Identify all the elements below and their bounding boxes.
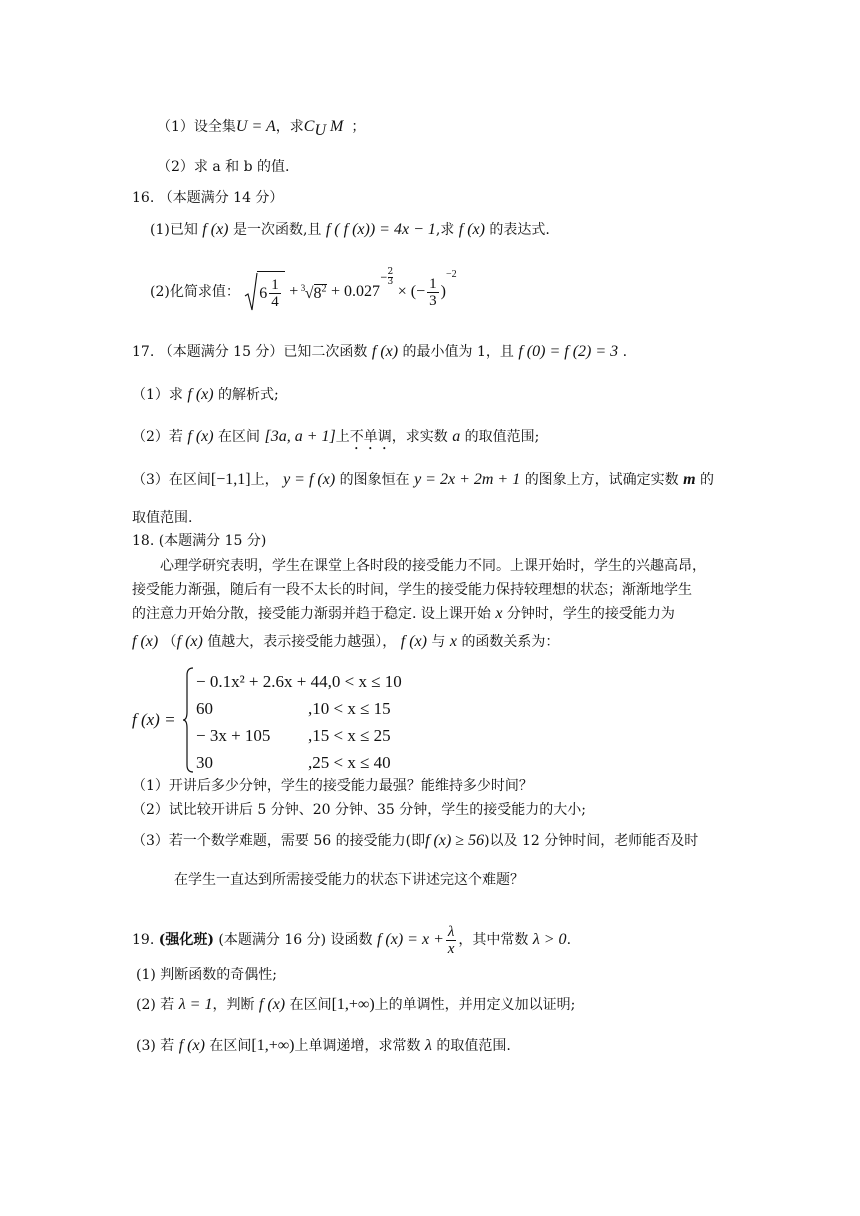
q16-p2-label: (2)化简求值： xyxy=(150,284,240,301)
left-brace-icon xyxy=(182,667,194,773)
case-row-1: − 0.1x² + 2.6x + 44,0 < x ≤ 10 xyxy=(196,672,402,691)
times-paren: × (− xyxy=(397,283,426,301)
exponent-neg2: −2 xyxy=(445,269,457,280)
q18-header: 18. (本题满分 15 分) xyxy=(132,533,267,549)
emphasis-not-monotone: 不单调 xyxy=(349,429,392,445)
q16-p1-fx: f (x) xyxy=(202,221,229,238)
radical-sign-icon xyxy=(244,272,258,312)
case-row-3: − 3x + 105 ,15 < x ≤ 25 xyxy=(196,726,391,745)
q19-header: 19. (强化班) (本题满分 16 分) 设函数 f (x) = x + $\frac{\lambda}{x}$ ，其中常数 λ > 0. xyxy=(132,923,572,957)
q15-p1-mid: ，求 xyxy=(275,119,304,135)
q15-part1 xyxy=(157,117,365,141)
q17-header: 17. （本题满分 15 分）已知二次函数 f (x) 的最小值为 1，且 f (0) = f (2) = 3 . xyxy=(132,343,628,360)
q17-part3: （3）在区间[−1,1]上， y = f (x) 的图象恒在 y = 2x + 2m + 1 的图象上方，试确定实数 m 的 xyxy=(132,471,715,488)
q15-part2: （2）求 a 和 b 的值. xyxy=(157,159,290,175)
case-row-4: 30 ,25 < x ≤ 40 xyxy=(196,753,391,772)
q17-part1: （1）求 f (x) 的解析式; xyxy=(132,386,279,403)
case-row-2: 60 ,10 < x ≤ 15 xyxy=(196,699,391,718)
q16-part2 xyxy=(150,267,457,314)
q19-advanced-tag: (强化班) xyxy=(158,932,214,948)
sqrt-body xyxy=(257,271,285,314)
q16-p1-a: (1)已知 xyxy=(150,222,198,238)
lambda-over-x: $\frac{\lambda}{x}$ xyxy=(447,923,455,957)
q15-p1-prefix: （1）设全集 xyxy=(157,119,236,135)
q18-para-line2: 接受能力渐强，随后有一段不太长的时间，学生的接受能力保持较理想的状态；渐渐地学生 xyxy=(132,582,692,598)
cube-root: 3 $√8^2$ xyxy=(300,283,327,303)
mixed-frac: $\frac{1}{4}$ xyxy=(271,277,279,311)
q19-part2: (2) 若 λ = 1，判断 f (x) 在区间[1,+∞)上的单调性，并用定义加以证明; xyxy=(136,996,576,1013)
q16-p1-c: 是一次函数,且 xyxy=(232,222,322,238)
q15-p1-math-m: M xyxy=(330,118,344,135)
q18-sub2: （2）试比较开讲后 5 分钟、20 分钟、35 分钟，学生的接受能力的大小; xyxy=(132,802,586,818)
root-body: $8^2$ xyxy=(313,284,327,303)
q18-sub1: （1）开讲后多少分钟，学生的接受能力最强？能维持多少时间？ xyxy=(132,778,533,794)
q18-sub3: （3）若一个数学难题，需要 56 的接受能力(即f (x) ≥ 56)以及 12 分钟时间，老师能否及时 xyxy=(132,832,699,849)
q19-part1: (1) 判断函数的奇偶性; xyxy=(136,967,277,983)
exponent-frac: − $\frac{2}{3}$ xyxy=(380,267,394,287)
q15-p1-math-u: U = A xyxy=(235,118,276,135)
q18-para-line4: f (x) （f (x) 值越大，表示接受能力越强）， f (x) 与 x 的函数关系为： xyxy=(132,633,560,650)
q16-p1-e: ,求 xyxy=(435,222,455,238)
q15-p1-suffix: ； xyxy=(351,119,366,135)
q16-p1-eq: f ( f (x)) = 4x − 1 xyxy=(325,221,436,238)
plus-0027: + 0.027 xyxy=(330,283,380,301)
plus-1: + xyxy=(289,283,299,301)
mixed-int: 6 xyxy=(259,284,268,302)
q16-header: 16. （本题满分 14 分） xyxy=(132,190,284,206)
q18-para-line3: 的注意力开始分散，接受能力渐弱并趋于稳定. 设上课开始 x 分钟时，学生的接受能力为 xyxy=(132,605,675,622)
q16-p1-g: 的表达式. xyxy=(489,222,550,238)
q18-sub3-cont: 在学生一直达到所需接受能力的状态下讲述完这个难题？ xyxy=(174,872,524,888)
piecewise-label: f (x) = xyxy=(132,710,176,729)
q17-part3-cont: 取值范围. xyxy=(132,510,193,526)
sqrt-expression xyxy=(244,271,285,314)
q15-p1-sub: U xyxy=(314,121,326,139)
q15-p1-math-c: C xyxy=(303,118,315,135)
q16-p1-fx2: f (x) xyxy=(458,221,485,238)
q19-part3: (3) 若 f (x) 在区间[1,+∞)上单调递增，求常数 λ 的取值范围. xyxy=(136,1037,511,1054)
close-paren: ) xyxy=(440,283,446,301)
q17-part2: （2）若 f (x) 在区间 [3a, a + 1]上不单调，求实数 a 的取值范围; xyxy=(132,428,540,445)
q16-part1 xyxy=(150,220,550,240)
one-third: $\frac{1}{3}$ xyxy=(429,275,437,309)
q18-para-line1: 心理学研究表明，学生在课堂上各时段的接受能力不同。上课开始时，学生的兴趣高昂， xyxy=(160,558,706,574)
